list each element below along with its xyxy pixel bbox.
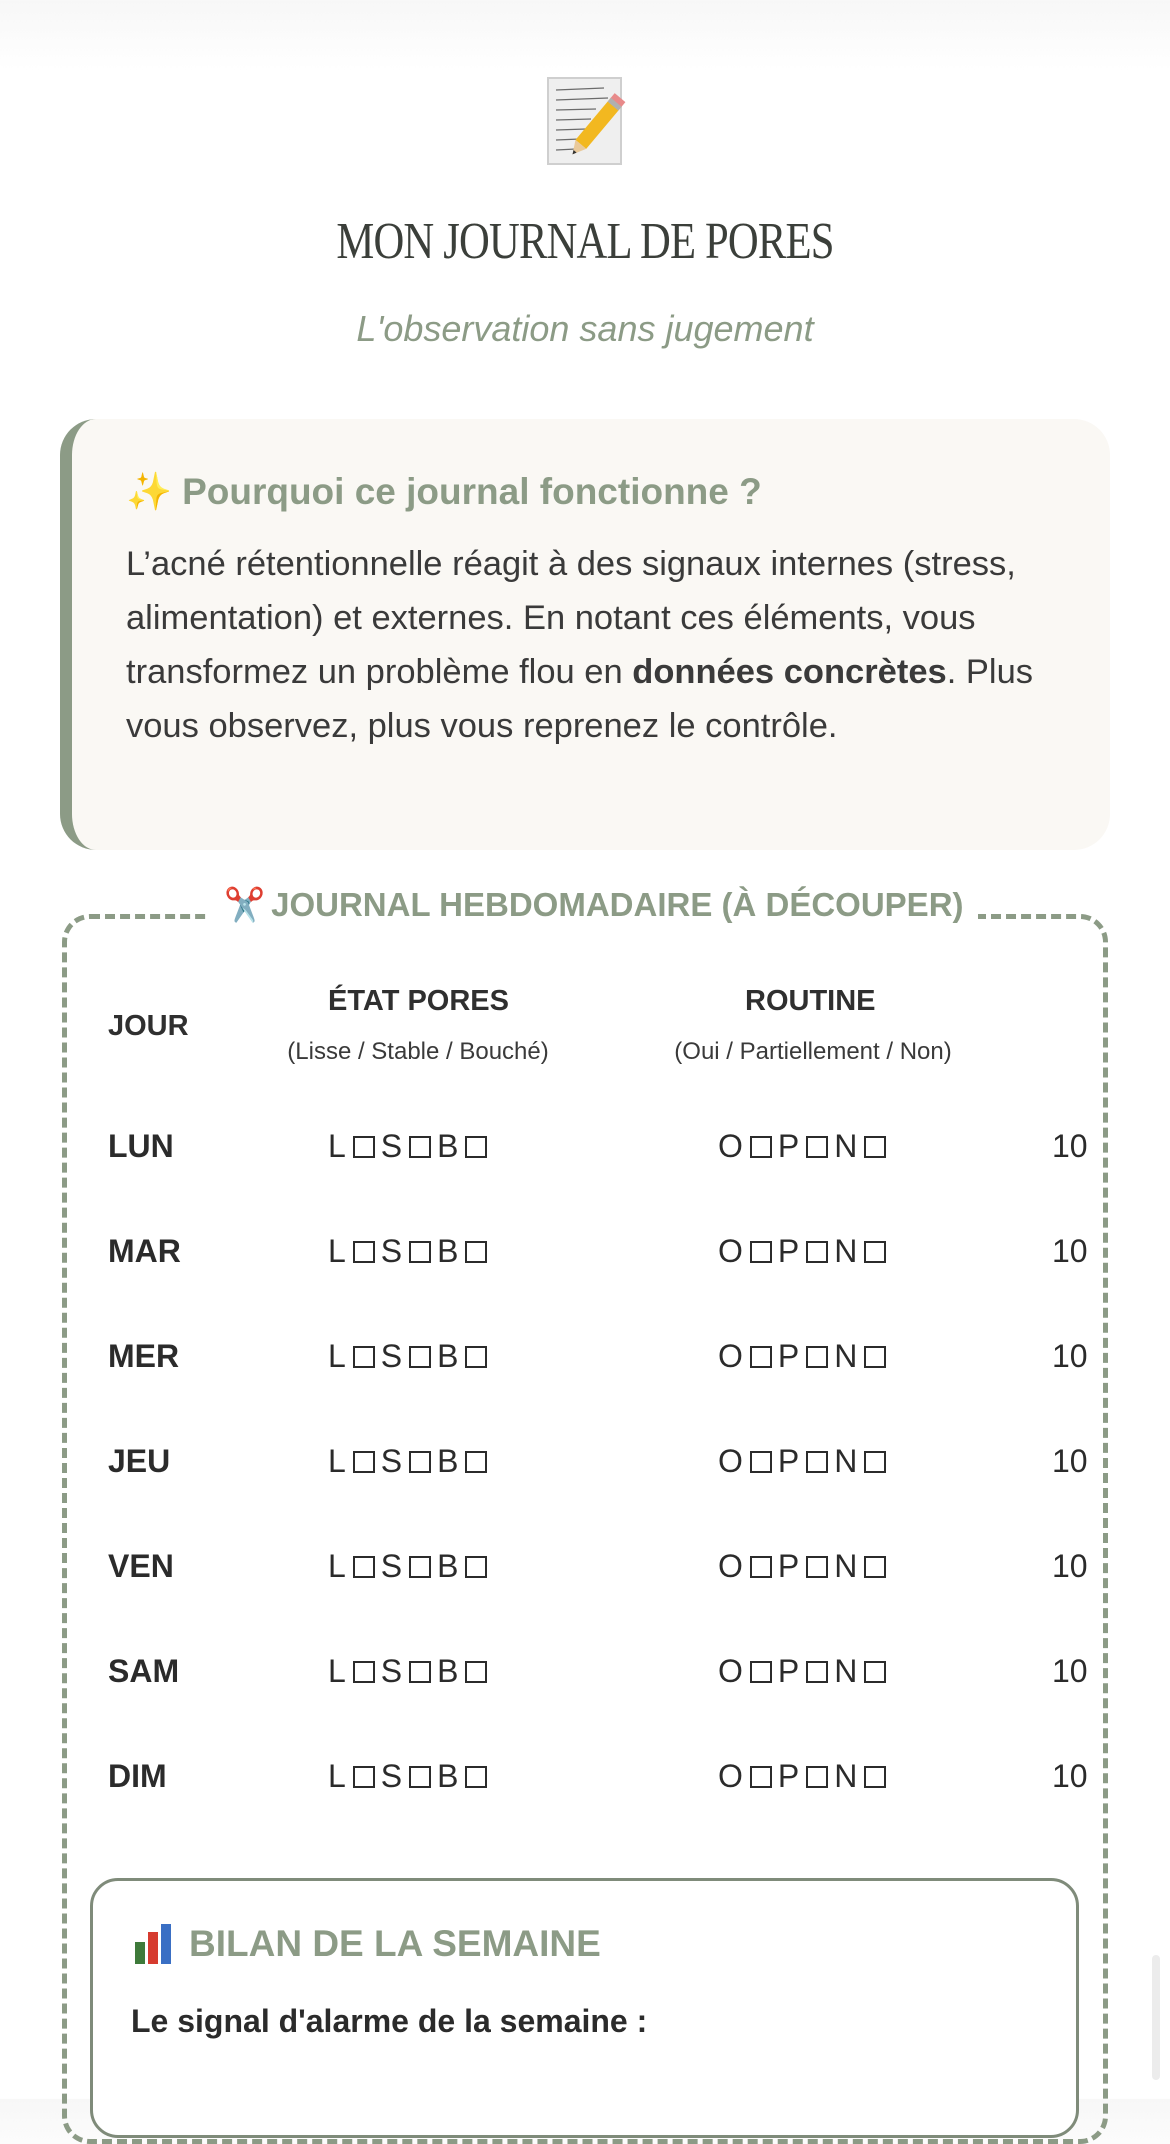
routine-checkboxes (718, 1758, 892, 1795)
checkbox[interactable] (409, 1346, 431, 1368)
truncated-column-value: 10 (1052, 1233, 1088, 1269)
option-letter: B (437, 1233, 462, 1269)
checkbox[interactable] (465, 1136, 487, 1158)
option-letter: O (718, 1758, 746, 1794)
truncated-column-value: 10 (1052, 1128, 1088, 1164)
checkbox[interactable] (806, 1136, 828, 1158)
routine-checkboxes (718, 1338, 892, 1375)
option-letter: N (834, 1443, 861, 1479)
checkbox[interactable] (409, 1766, 431, 1788)
routine-checkboxes (718, 1233, 892, 1270)
option-letter: P (777, 1338, 803, 1374)
week-summary-title (135, 1923, 601, 1965)
option-letter: S (380, 1653, 406, 1689)
checkbox[interactable] (806, 1661, 828, 1683)
checkbox[interactable] (864, 1346, 886, 1368)
checkbox[interactable] (864, 1451, 886, 1473)
checkbox[interactable] (864, 1556, 886, 1578)
checkbox[interactable] (806, 1346, 828, 1368)
option-letter: P (777, 1653, 803, 1689)
option-letter: B (437, 1443, 462, 1479)
checkbox[interactable] (465, 1346, 487, 1368)
truncated-column-value: 10 (1052, 1338, 1088, 1374)
checkbox[interactable] (409, 1136, 431, 1158)
checkbox[interactable] (353, 1661, 375, 1683)
checkbox[interactable] (750, 1451, 772, 1473)
checkbox[interactable] (750, 1766, 772, 1788)
checkbox[interactable] (409, 1241, 431, 1263)
truncated-column-value: 10 (1052, 1548, 1088, 1584)
checkbox[interactable] (353, 1451, 375, 1473)
option-letter: P (777, 1128, 803, 1164)
option-letter: P (777, 1758, 803, 1794)
checkbox[interactable] (409, 1661, 431, 1683)
checkbox[interactable] (750, 1556, 772, 1578)
bar-chart-icon (135, 1924, 175, 1964)
sparkles-icon: ✨ (126, 471, 173, 512)
option-letter: S (380, 1338, 406, 1374)
option-letter: N (834, 1653, 861, 1689)
checkbox[interactable] (806, 1451, 828, 1473)
checkbox[interactable] (750, 1241, 772, 1263)
option-letter: S (380, 1128, 406, 1164)
routine-checkboxes (718, 1548, 892, 1585)
option-letter: S (380, 1548, 406, 1584)
option-letter: L (328, 1128, 349, 1164)
day-label: VEN (108, 1548, 174, 1584)
option-letter: L (328, 1443, 349, 1479)
option-letter: L (328, 1653, 349, 1689)
routine-checkboxes (718, 1653, 892, 1690)
pores-checkboxes (328, 1548, 493, 1585)
option-letter: P (777, 1548, 803, 1584)
option-letter: B (437, 1338, 462, 1374)
checkbox[interactable] (806, 1766, 828, 1788)
checkbox[interactable] (353, 1346, 375, 1368)
option-letter: N (834, 1128, 861, 1164)
option-letter: S (380, 1233, 406, 1269)
checkbox[interactable] (465, 1661, 487, 1683)
day-label: DIM (108, 1758, 167, 1794)
scissors-icon: ✂️ (224, 886, 266, 923)
option-letter: N (834, 1758, 861, 1794)
checkbox[interactable] (353, 1136, 375, 1158)
column-header-pores: ÉTAT PORES (328, 985, 509, 1017)
option-letter: B (437, 1548, 462, 1584)
page-subtitle: L'observation sans jugement (356, 308, 814, 349)
day-label: LUN (108, 1128, 174, 1164)
checkbox[interactable] (353, 1241, 375, 1263)
checkbox[interactable] (465, 1556, 487, 1578)
memo-pencil-icon (546, 76, 623, 166)
option-letter: S (380, 1443, 406, 1479)
pores-checkboxes (328, 1758, 493, 1795)
checkbox[interactable] (465, 1241, 487, 1263)
info-heading (126, 471, 762, 514)
week-summary-title-text: BILAN DE LA SEMAINE (189, 1923, 601, 1964)
pores-checkboxes (328, 1653, 493, 1690)
journal-legend-text: JOURNAL HEBDOMADAIRE (À DÉCOUPER) (271, 886, 964, 923)
checkbox[interactable] (465, 1766, 487, 1788)
alarm-signal-question: Le signal d'alarme de la semaine : (131, 2003, 648, 2039)
checkbox[interactable] (864, 1136, 886, 1158)
option-letter: N (834, 1548, 861, 1584)
checkbox[interactable] (864, 1241, 886, 1263)
week-summary-card (90, 1878, 1079, 2138)
checkbox[interactable] (864, 1766, 886, 1788)
option-letter: L (328, 1548, 349, 1584)
option-letter: L (328, 1233, 349, 1269)
option-letter: B (437, 1128, 462, 1164)
checkbox[interactable] (750, 1661, 772, 1683)
column-header-routine: ROUTINE (745, 985, 876, 1017)
option-letter: O (718, 1653, 746, 1689)
option-letter: N (834, 1233, 861, 1269)
info-body-text: L’acné rétentionnelle réagit à des signaux internes (stress, alimentation) et externes. En notant ces éléments, vous transformez un problème flou en (126, 545, 1016, 691)
option-letter: B (437, 1758, 462, 1794)
truncated-column-value: 10 (1052, 1758, 1088, 1794)
checkbox[interactable] (465, 1451, 487, 1473)
option-letter: L (328, 1758, 349, 1794)
option-letter: N (834, 1338, 861, 1374)
page-title: MON JOURNAL DE PORES (336, 213, 834, 270)
option-letter: P (777, 1233, 803, 1269)
pores-checkboxes (328, 1128, 493, 1165)
option-letter: O (718, 1548, 746, 1584)
checkbox[interactable] (806, 1241, 828, 1263)
checkbox[interactable] (409, 1451, 431, 1473)
option-letter: P (777, 1443, 803, 1479)
day-label: JEU (108, 1443, 171, 1479)
day-label: MAR (108, 1233, 181, 1269)
pores-checkboxes (328, 1443, 493, 1480)
journal-legend (210, 886, 978, 925)
info-body-bold: données concrètes (632, 653, 947, 691)
option-letter: O (718, 1338, 746, 1374)
checkbox[interactable] (353, 1556, 375, 1578)
option-letter: S (380, 1758, 406, 1794)
option-letter: O (718, 1233, 746, 1269)
truncated-column-value: 10 (1052, 1443, 1088, 1479)
pores-checkboxes (328, 1233, 493, 1270)
pores-checkboxes (328, 1338, 493, 1375)
routine-checkboxes (718, 1443, 892, 1480)
info-heading-text: Pourquoi ce journal fonctionne ? (182, 471, 762, 512)
scrollbar[interactable] (1152, 1955, 1160, 2080)
day-label: SAM (108, 1653, 180, 1689)
option-letter: B (437, 1653, 462, 1689)
option-letter: O (718, 1128, 746, 1164)
checkbox[interactable] (750, 1136, 772, 1158)
info-card (60, 419, 1110, 850)
day-label: MER (108, 1338, 180, 1374)
option-letter: O (718, 1443, 746, 1479)
routine-checkboxes (718, 1128, 892, 1165)
truncated-column-value: 10 (1052, 1653, 1088, 1689)
checkbox[interactable] (750, 1346, 772, 1368)
info-body-text-end: . Plus vous observez, plus vous reprenez le contrôle. (126, 653, 1034, 745)
checkbox[interactable] (409, 1556, 431, 1578)
checkbox[interactable] (806, 1556, 828, 1578)
option-letter: L (328, 1338, 349, 1374)
checkbox[interactable] (864, 1661, 886, 1683)
column-subheader-routine: (Oui / Partiellement / Non) (674, 1038, 952, 1065)
info-body (126, 537, 1046, 753)
column-header-day: JOUR (108, 1010, 189, 1042)
checkbox[interactable] (353, 1766, 375, 1788)
column-subheader-pores: (Lisse / Stable / Bouché) (287, 1038, 549, 1065)
